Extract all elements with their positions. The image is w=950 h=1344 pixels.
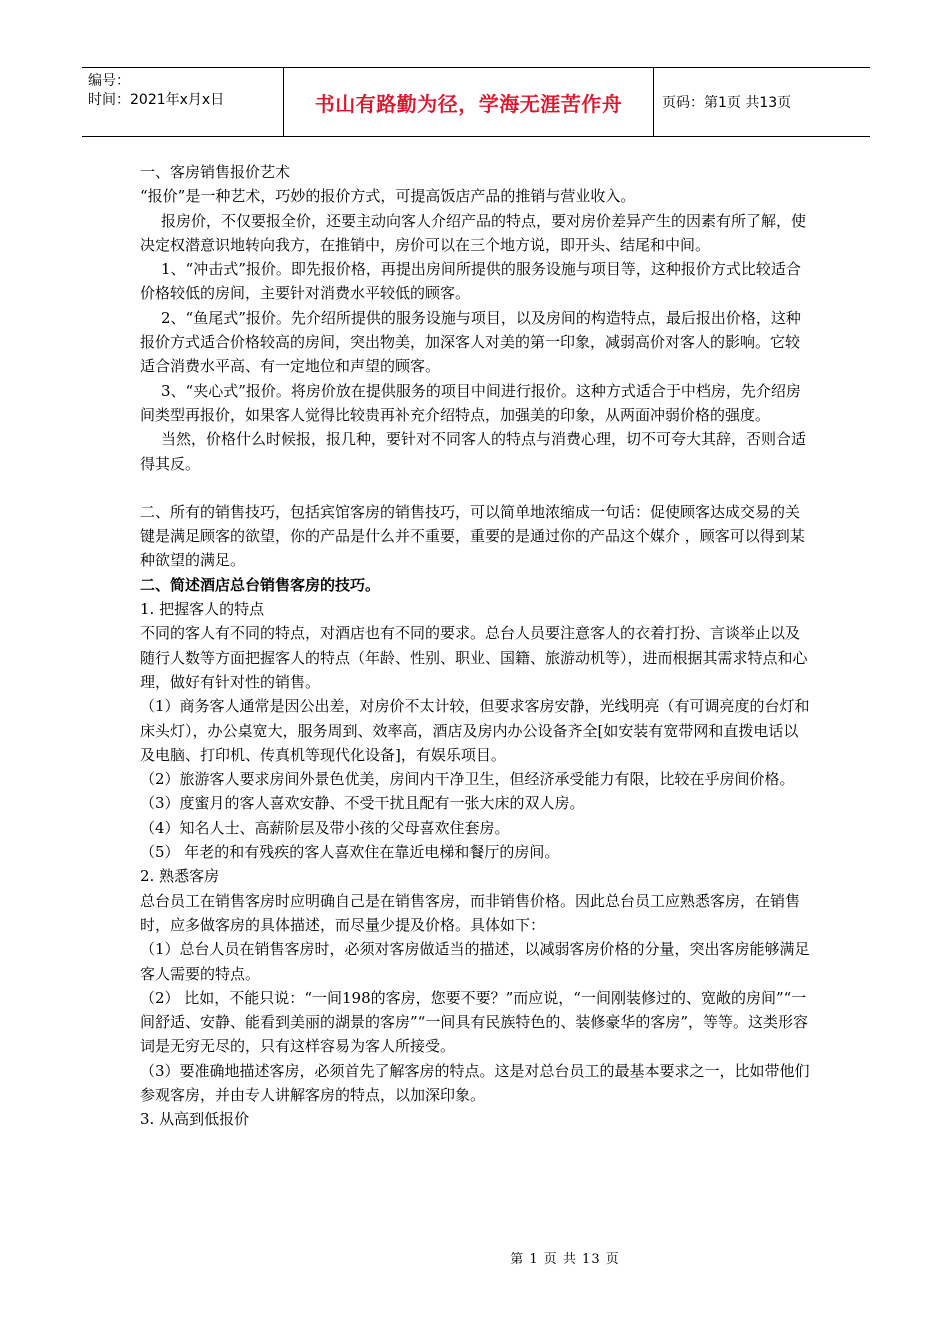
paragraph: 总台员工在销售客房时应明确自己是在销售客房，而非销售价格。因此总台员工应熟悉客房，在销售时，应多做客房的具体描述，而尽量少提及价格。具体如下：: [140, 891, 801, 934]
paragraph: 3、“夹心式”报价。将房价放在提供服务的项目中间进行报价。这种方式适合于中档房，先介绍房间类型再报价，如果客人觉得比较贵再补充介绍特点，加强美的印象，从两面冲弱价格的强度。: [140, 381, 801, 424]
paragraph: 一、客房销售报价艺术: [140, 163, 291, 181]
paragraph: （3）度蜜月的客人喜欢安静、不受干扰且配有一张大床的双人房。: [140, 794, 585, 813]
paragraph: （5） 年老的和有残疾的客人喜欢住在靠近电梯和餐厅的房间。: [140, 843, 560, 862]
paragraph: 二、简述酒店总台销售客房的技巧。: [140, 575, 381, 594]
paragraph: 报房价，不仅要报全价，还要主动向客人介绍产品的特点，要对房价差异产生的因素有所了解，使决定权潜意识地转向我方，在推销中，房价可以在三个地方说，即开头、结尾和中间。: [140, 211, 807, 254]
paragraph: （4）知名人士、高薪阶层及带小孩的父母喜欢住套房。: [140, 818, 510, 837]
date-line: 时间：2021年x月x日: [88, 92, 225, 108]
paragraph: 1. 把握客人的特点: [140, 600, 265, 619]
paragraph: 二、所有的销售技巧，包括宾馆客房的销售技巧，可以简单地浓缩成一句话：促使顾客达成交易的关键是满足顾客的欲望，你的产品是什么并不重要，重要的是通过你的产品这个媒介 ，顾客可以得到某种欲望的满足。: [140, 502, 805, 570]
paragraph: 3. 从高到低报价: [140, 1110, 250, 1129]
paragraph: （1）商务客人通常是因公出差，对房价不太计较，但要求客房安静，光线明亮（有可调亮度的台灯和床头灯），办公桌宽大，服务周到、效率高，酒店及房内办公设备齐全[如安装有宽带网和直拨电话以及电脑、打印机、传真机等现代化设备]，有娱乐项目。: [140, 697, 810, 764]
page-header: [82, 67, 870, 137]
document-body: [140, 160, 812, 1132]
paragraph: 1、“冲击式”报价。即先报价格，再提出房间所提供的服务设施与项目等，这种报价方式比较适合价格较低的房间，主要针对消费水平较低的顾客。: [140, 260, 801, 303]
header-meta: [82, 68, 284, 136]
paragraph: 当然，价格什么时候报，报几种，要针对不同客人的特点与消费心理，切不可夸大其辞，否则合适得其反。: [140, 430, 807, 473]
paragraph: 2. 熟悉客房: [140, 867, 220, 886]
paragraph-gap: [140, 476, 812, 500]
paragraph: （2）旅游客人要求房间外景色优美，房间内干净卫生，但经济承受能力有限，比较在乎房间价格。: [140, 770, 795, 789]
paragraph: （2） 比如，不能只说：“一间198的客房，您要不要？”而应说，“一间刚装修过的、宽敞的房间”“一间舒适、安静、能看到美丽的湖景的客房”“一间具有民族特色的、装修豪华的客房”，等等。这类形容词是无穷无尽的，只有这样容易为客人所接受。: [140, 988, 809, 1056]
header-page-info: 页码：第1页 共13页: [662, 95, 792, 111]
page-footer: 第 1 页 共 13 页: [510, 1252, 620, 1267]
paragraph: （3）要准确地描述客房，必须首先了解客房的特点。这是对总台员工的最基本要求之一，比如带他们参观客房，并由专人讲解客房的特点，以加深印象。: [140, 1061, 810, 1104]
paragraph: 不同的客人有不同的特点，对酒店也有不同的要求。总台人员要注意客人的衣着打扮、言谈举止以及随行人数等方面把握客人的特点（年龄、性别、职业、国籍、旅游动机等），进而根据其需求特点和心理，做好有针对性的销售。: [140, 624, 808, 691]
header-motto: 书山有路勤为径，学海无涯苦作舟: [284, 68, 654, 136]
paragraph: “报价”是一种艺术，巧妙的报价方式，可提高饭店产品的推销与营业收入。: [140, 187, 636, 206]
number-label: 编号：: [88, 73, 130, 89]
paragraph: 2、“鱼尾式”报价。先介绍所提供的服务设施与项目，以及房间的构造特点，最后报出价格，这种报价方式适合价格较高的房间，突出物美，加深客人对美的第一印象，减弱高价对客人的影响。它较适合消费水平高、有一定地位和声望的顾客。: [140, 308, 801, 376]
paragraph: （1）总台人员在销售客房时，必须对客房做适当的描述，以减弱客房价格的分量，突出客房能够满足客人需要的特点。: [140, 940, 810, 983]
